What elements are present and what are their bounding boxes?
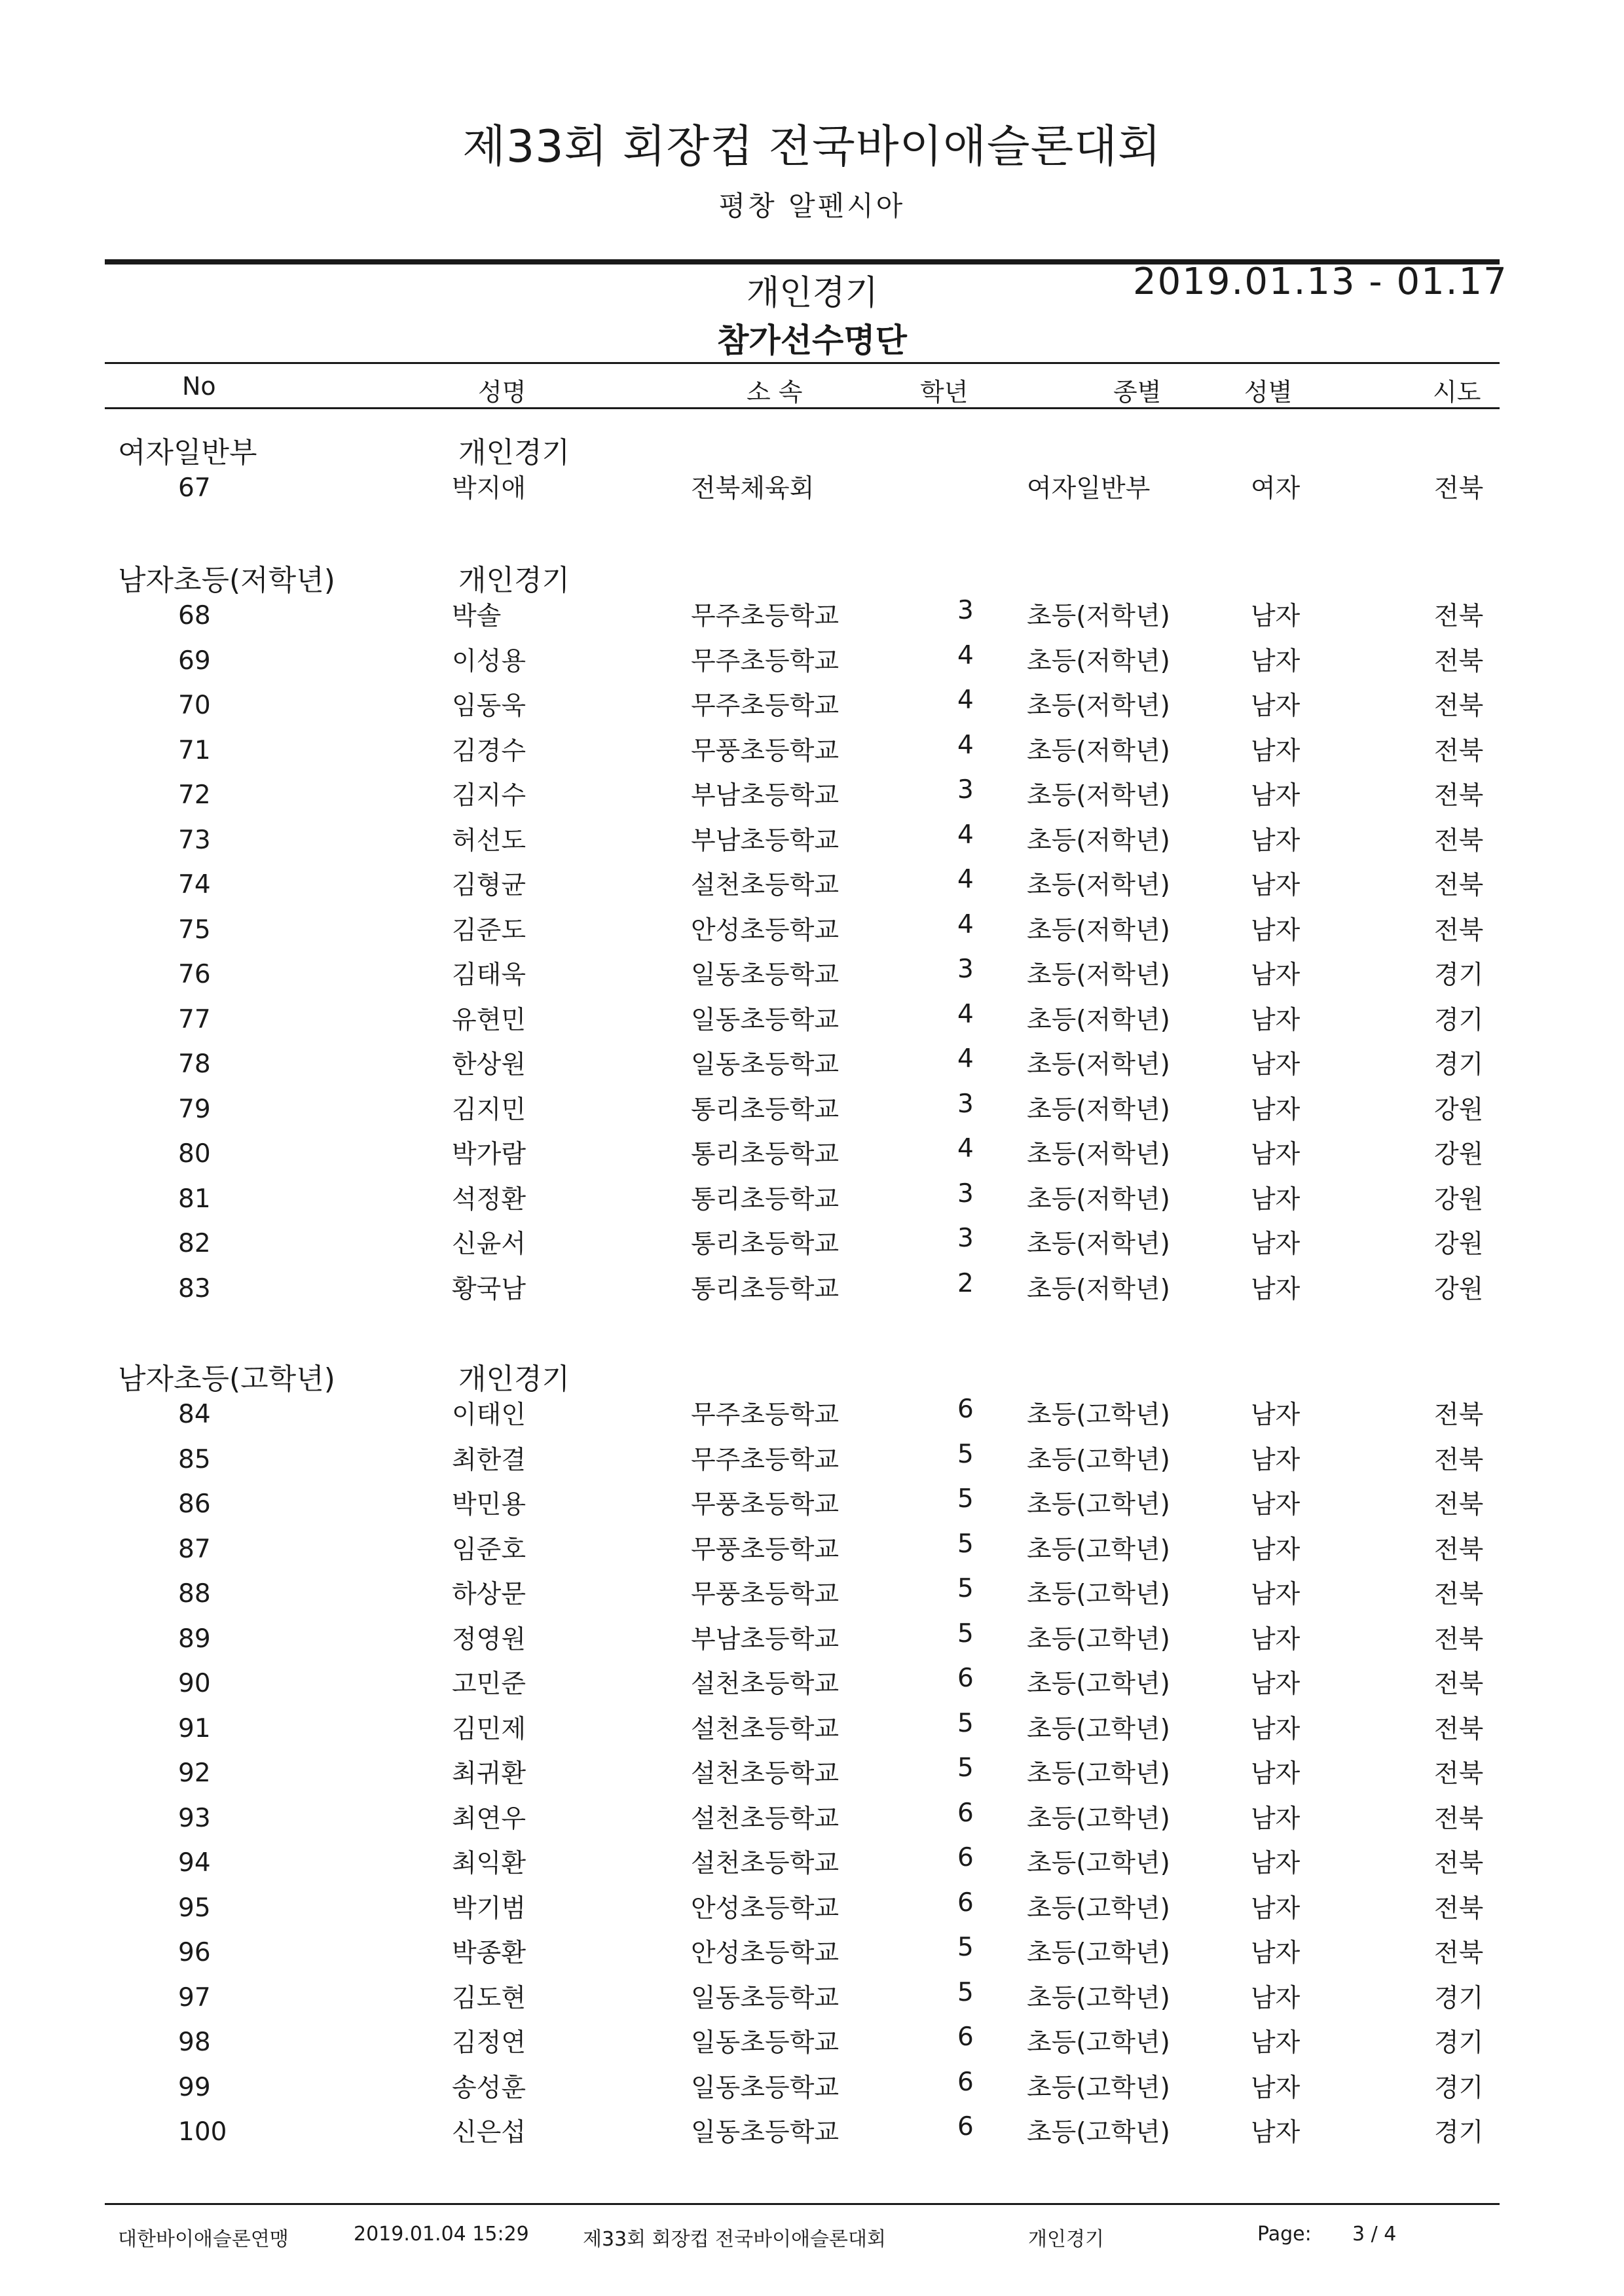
cell-gender: 남자 — [1251, 1230, 1301, 1259]
cell-no: 100 — [178, 2117, 227, 2147]
cell-region: 경기 — [1434, 1005, 1484, 1035]
cell-no: 72 — [178, 780, 211, 810]
cell-team: 안성초등학교 — [691, 915, 840, 945]
cell-name: 김형균 — [452, 871, 526, 900]
cell-gender: 남자 — [1251, 781, 1301, 811]
cell-category: 초등(고학년) — [1027, 1983, 1170, 2013]
cell-region: 전북 — [1434, 1939, 1484, 1968]
cell-region: 경기 — [1434, 2028, 1484, 2058]
cell-region: 전북 — [1434, 602, 1484, 631]
cell-gender: 남자 — [1251, 826, 1301, 856]
cell-region: 전북 — [1434, 1893, 1484, 1923]
footer-event: 개인경기 — [1028, 2228, 1104, 2251]
cell-no: 83 — [178, 1273, 211, 1303]
cell-name: 박솔 — [452, 602, 502, 631]
cell-team: 설천초등학교 — [691, 1804, 840, 1834]
cell-gender: 남자 — [1251, 2118, 1301, 2147]
cell-gender: 남자 — [1251, 1140, 1301, 1169]
cell-region: 전북 — [1434, 646, 1484, 676]
cell-no: 81 — [178, 1184, 211, 1214]
cell-team: 일동초등학교 — [691, 1050, 840, 1080]
cell-team: 통리초등학교 — [691, 1230, 840, 1259]
cell-no: 82 — [178, 1229, 211, 1258]
cell-category: 초등(고학년) — [1027, 1490, 1170, 1520]
cell-team: 일동초등학교 — [691, 960, 840, 990]
cell-gender: 남자 — [1251, 1535, 1301, 1565]
cell-gender: 남자 — [1251, 960, 1301, 990]
cell-team: 무주초등학교 — [691, 691, 840, 721]
cell-no: 71 — [178, 735, 211, 765]
cell-team: 부남초등학교 — [691, 826, 840, 856]
cell-name: 하상문 — [452, 1580, 526, 1609]
cell-gender: 남자 — [1251, 1804, 1301, 1834]
cell-team: 무주초등학교 — [691, 646, 840, 676]
cell-grade: 4 — [957, 909, 974, 939]
cell-grade: 3 — [957, 596, 974, 625]
cell-team: 통리초등학교 — [691, 1095, 840, 1125]
cell-category: 초등(저학년) — [1027, 826, 1170, 856]
cell-gender: 남자 — [1251, 1669, 1301, 1699]
cell-gender: 남자 — [1251, 1580, 1301, 1609]
cell-grade: 6 — [957, 1843, 974, 1872]
cell-region: 전북 — [1434, 781, 1484, 811]
cell-no: 93 — [178, 1803, 211, 1833]
col-region: 시도 — [1433, 378, 1481, 407]
cell-no: 91 — [178, 1713, 211, 1743]
section-category: 남자초등(고학년) — [118, 1362, 335, 1396]
cell-gender: 남자 — [1251, 1490, 1301, 1520]
cell-name: 박민용 — [452, 1490, 526, 1520]
cell-region: 전북 — [1434, 1445, 1484, 1475]
cell-region: 강원 — [1434, 1230, 1484, 1259]
cell-team: 일동초등학교 — [691, 2073, 840, 2103]
cell-category: 초등(고학년) — [1027, 1535, 1170, 1565]
cell-category: 초등(고학년) — [1027, 1400, 1170, 1430]
cell-team: 일동초등학교 — [691, 1983, 840, 2013]
cell-region: 전북 — [1434, 474, 1484, 503]
col-gender: 성별 — [1244, 378, 1293, 407]
cell-gender: 남자 — [1251, 1983, 1301, 2013]
cell-no: 99 — [178, 2072, 211, 2102]
cell-grade: 3 — [957, 775, 974, 805]
cell-team: 부남초등학교 — [691, 781, 840, 811]
cell-gender: 남자 — [1251, 1445, 1301, 1475]
cell-team: 설천초등학교 — [691, 1849, 840, 1878]
cell-name: 최한결 — [452, 1445, 526, 1475]
cell-category: 초등(저학년) — [1027, 781, 1170, 811]
col-affiliation: 소 속 — [747, 378, 803, 407]
cell-region: 전북 — [1434, 1580, 1484, 1609]
cell-category: 초등(저학년) — [1027, 691, 1170, 721]
cell-category: 초등(고학년) — [1027, 1580, 1170, 1609]
cell-no: 98 — [178, 2028, 211, 2057]
cell-no: 75 — [178, 915, 211, 945]
cell-grade: 5 — [957, 1933, 974, 1962]
cell-no: 96 — [178, 1938, 211, 1967]
cell-category: 초등(저학년) — [1027, 736, 1170, 766]
cell-region: 전북 — [1434, 826, 1484, 856]
section-category: 남자초등(저학년) — [118, 564, 335, 597]
cell-grade: 4 — [957, 1044, 974, 1074]
cell-name: 이태인 — [452, 1400, 526, 1430]
cell-name: 박기범 — [452, 1893, 526, 1923]
cell-no: 94 — [178, 1848, 211, 1878]
cell-gender: 남자 — [1251, 915, 1301, 945]
cell-name: 임동욱 — [452, 691, 526, 721]
cell-no: 70 — [178, 691, 211, 720]
cell-category: 초등(고학년) — [1027, 1939, 1170, 1968]
cell-team: 일동초등학교 — [691, 2118, 840, 2147]
cell-category: 초등(저학년) — [1027, 1095, 1170, 1125]
event-dates: 2019.01.13 - 01.17 — [1133, 261, 1508, 303]
cell-no: 68 — [178, 601, 211, 630]
cell-gender: 남자 — [1251, 1005, 1301, 1035]
cell-region: 전북 — [1434, 1535, 1484, 1565]
cell-category: 초등(저학년) — [1027, 1230, 1170, 1259]
cell-region: 강원 — [1434, 1274, 1484, 1304]
cell-name: 김경수 — [452, 736, 526, 766]
cell-gender: 남자 — [1251, 1274, 1301, 1304]
cell-category: 초등(저학년) — [1027, 1050, 1170, 1080]
list-title: 참가선수명단 — [717, 321, 907, 359]
cell-no: 69 — [178, 646, 211, 676]
cell-grade: 4 — [957, 999, 974, 1029]
cell-grade: 3 — [957, 955, 974, 984]
cell-category: 초등(고학년) — [1027, 1893, 1170, 1923]
cell-region: 강원 — [1434, 1095, 1484, 1125]
cell-name: 최귀환 — [452, 1759, 526, 1789]
cell-team: 안성초등학교 — [691, 1939, 840, 1968]
header-rule-top — [105, 362, 1500, 364]
cell-gender: 남자 — [1251, 1095, 1301, 1125]
cell-name: 정영원 — [452, 1624, 526, 1654]
cell-name: 황국남 — [452, 1274, 526, 1304]
cell-name: 한상원 — [452, 1050, 526, 1080]
cell-region: 경기 — [1434, 960, 1484, 990]
cell-grade: 5 — [957, 1529, 974, 1559]
header-rule-bottom — [105, 407, 1500, 409]
cell-grade: 6 — [957, 2112, 974, 2141]
cell-region: 전북 — [1434, 1759, 1484, 1789]
cell-category: 초등(저학년) — [1027, 871, 1170, 900]
cell-grade: 5 — [957, 1484, 974, 1514]
cell-gender: 남자 — [1251, 871, 1301, 900]
cell-region: 전북 — [1434, 871, 1484, 900]
cell-team: 설천초등학교 — [691, 1669, 840, 1699]
cell-category: 초등(고학년) — [1027, 1669, 1170, 1699]
cell-category: 초등(고학년) — [1027, 1624, 1170, 1654]
cell-region: 전북 — [1434, 736, 1484, 766]
cell-grade: 5 — [957, 1708, 974, 1738]
footer-page-label: Page: — [1257, 2223, 1312, 2246]
cell-team: 무주초등학교 — [691, 1400, 840, 1430]
cell-region: 경기 — [1434, 2073, 1484, 2103]
cell-gender: 남자 — [1251, 2073, 1301, 2103]
cell-category: 초등(저학년) — [1027, 1184, 1170, 1214]
footer-rule — [105, 2203, 1500, 2205]
cell-no: 97 — [178, 1982, 211, 2013]
cell-gender: 남자 — [1251, 1400, 1301, 1430]
cell-team: 일동초등학교 — [691, 2028, 840, 2058]
cell-team: 무풍초등학교 — [691, 1490, 840, 1520]
cell-grade: 5 — [957, 1574, 974, 1603]
cell-no: 80 — [178, 1139, 211, 1169]
cell-no: 85 — [178, 1444, 211, 1474]
cell-name: 김준도 — [452, 915, 526, 945]
cell-region: 경기 — [1434, 2118, 1484, 2147]
cell-no: 88 — [178, 1579, 211, 1609]
cell-no: 74 — [178, 870, 211, 900]
cell-no: 92 — [178, 1758, 211, 1788]
cell-grade: 5 — [957, 1977, 974, 2007]
cell-name: 송성훈 — [452, 2073, 526, 2103]
cell-name: 최연우 — [452, 1804, 526, 1834]
cell-team: 무풍초등학교 — [691, 1580, 840, 1609]
cell-gender: 남자 — [1251, 1050, 1301, 1080]
cell-no: 73 — [178, 825, 211, 855]
cell-category: 초등(고학년) — [1027, 2118, 1170, 2147]
cell-category: 초등(저학년) — [1027, 602, 1170, 631]
cell-region: 전북 — [1434, 915, 1484, 945]
cell-region: 전북 — [1434, 1669, 1484, 1699]
cell-name: 김도현 — [452, 1983, 526, 2013]
cell-no: 89 — [178, 1624, 211, 1654]
cell-team: 설천초등학교 — [691, 1714, 840, 1744]
section-event: 개인경기 — [458, 1362, 570, 1396]
cell-grade: 3 — [957, 1178, 974, 1209]
cell-team: 부남초등학교 — [691, 1624, 840, 1654]
cell-region: 전북 — [1434, 1804, 1484, 1834]
footer-page: 3 / 4 — [1352, 2223, 1397, 2246]
cell-name: 박지애 — [452, 474, 526, 503]
cell-grade: 2 — [957, 1268, 974, 1298]
cell-region: 전북 — [1434, 1490, 1484, 1520]
cell-team: 무풍초등학교 — [691, 736, 840, 766]
cell-gender: 남자 — [1251, 1714, 1301, 1744]
cell-name: 김지수 — [452, 781, 526, 811]
cell-no: 76 — [178, 960, 211, 989]
cell-region: 전북 — [1434, 691, 1484, 721]
venue: 평창 알펜시아 — [718, 190, 906, 222]
cell-grade: 4 — [957, 685, 974, 715]
col-name: 성명 — [478, 378, 526, 407]
footer-printed: 2019.01.04 15:29 — [354, 2223, 529, 2246]
cell-category: 여자일반부 — [1027, 474, 1151, 503]
cell-name: 허선도 — [452, 826, 526, 856]
col-no: No — [182, 372, 216, 401]
cell-grade: 5 — [957, 1753, 974, 1783]
cell-name: 박종환 — [452, 1939, 526, 1968]
cell-category: 초등(고학년) — [1027, 2028, 1170, 2058]
cell-gender: 남자 — [1251, 1759, 1301, 1789]
cell-category: 초등(고학년) — [1027, 2073, 1170, 2103]
cell-region: 전북 — [1434, 1714, 1484, 1744]
cell-category: 초등(저학년) — [1027, 915, 1170, 945]
cell-no: 77 — [178, 1004, 211, 1034]
cell-gender: 남자 — [1251, 1624, 1301, 1654]
cell-region: 전북 — [1434, 1400, 1484, 1430]
cell-category: 초등(고학년) — [1027, 1714, 1170, 1744]
cell-team: 설천초등학교 — [691, 871, 840, 900]
cell-name: 신윤서 — [452, 1230, 526, 1259]
section-event: 개인경기 — [458, 436, 570, 469]
cell-team: 일동초등학교 — [691, 1005, 840, 1035]
cell-category: 초등(저학년) — [1027, 960, 1170, 990]
cell-grade: 3 — [957, 1224, 974, 1253]
cell-grade: 6 — [957, 2067, 974, 2097]
cell-name: 박가람 — [452, 1140, 526, 1169]
cell-grade: 6 — [957, 1887, 974, 1918]
cell-team: 안성초등학교 — [691, 1893, 840, 1923]
cell-region: 전북 — [1434, 1624, 1484, 1654]
cell-no: 67 — [178, 473, 211, 503]
cell-grade: 4 — [957, 865, 974, 894]
cell-grade: 6 — [957, 2022, 974, 2052]
cell-grade: 6 — [957, 1394, 974, 1424]
cell-grade: 4 — [957, 820, 974, 850]
cell-no: 84 — [178, 1400, 211, 1429]
cell-gender: 남자 — [1251, 1849, 1301, 1878]
cell-grade: 3 — [957, 1089, 974, 1119]
event-type: 개인경기 — [747, 274, 878, 313]
cell-name: 김태욱 — [452, 960, 526, 990]
document-title: 제33회 회장컵 전국바이애슬론대회 — [462, 121, 1162, 173]
cell-name: 신은섭 — [452, 2118, 526, 2147]
cell-category: 초등(저학년) — [1027, 1140, 1170, 1169]
cell-gender: 여자 — [1251, 474, 1301, 503]
footer-org: 대한바이애슬론연맹 — [118, 2228, 289, 2251]
cell-name: 석정환 — [452, 1184, 526, 1214]
section-category: 여자일반부 — [118, 436, 257, 469]
cell-name: 김지민 — [452, 1095, 526, 1125]
cell-name: 최익환 — [452, 1849, 526, 1878]
section-event: 개인경기 — [458, 564, 570, 597]
cell-region: 경기 — [1434, 1983, 1484, 2013]
cell-team: 통리초등학교 — [691, 1184, 840, 1214]
cell-team: 통리초등학교 — [691, 1274, 840, 1304]
cell-team: 전북체육회 — [691, 474, 815, 503]
cell-name: 김정연 — [452, 2028, 526, 2058]
cell-gender: 남자 — [1251, 646, 1301, 676]
cell-gender: 남자 — [1251, 1184, 1301, 1214]
cell-region: 강원 — [1434, 1140, 1484, 1169]
cell-region: 강원 — [1434, 1184, 1484, 1214]
footer-event-name: 제33회 회장컵 전국바이애슬론대회 — [583, 2228, 886, 2251]
cell-grade: 5 — [957, 1439, 974, 1469]
cell-category: 초등(저학년) — [1027, 1005, 1170, 1035]
cell-team: 무풍초등학교 — [691, 1535, 840, 1565]
cell-no: 78 — [178, 1049, 211, 1079]
cell-no: 87 — [178, 1534, 211, 1564]
cell-grade: 6 — [957, 1664, 974, 1693]
cell-grade: 4 — [957, 640, 974, 670]
cell-no: 95 — [178, 1893, 211, 1923]
cell-name: 이성용 — [452, 646, 526, 676]
cell-gender: 남자 — [1251, 736, 1301, 766]
col-category: 종별 — [1113, 378, 1162, 407]
cell-name: 고민준 — [452, 1669, 526, 1699]
cell-grade: 4 — [957, 1134, 974, 1163]
cell-name: 유현민 — [452, 1005, 526, 1035]
cell-category: 초등(저학년) — [1027, 646, 1170, 676]
cell-category: 초등(저학년) — [1027, 1274, 1170, 1304]
cell-team: 설천초등학교 — [691, 1759, 840, 1789]
cell-name: 임준호 — [452, 1535, 526, 1565]
cell-no: 90 — [178, 1669, 211, 1698]
cell-region: 경기 — [1434, 1050, 1484, 1080]
cell-gender: 남자 — [1251, 1893, 1301, 1923]
col-grade: 학년 — [920, 378, 969, 407]
cell-no: 86 — [178, 1489, 211, 1519]
cell-team: 통리초등학교 — [691, 1140, 840, 1169]
cell-grade: 5 — [957, 1618, 974, 1649]
cell-gender: 남자 — [1251, 691, 1301, 721]
cell-category: 초등(고학년) — [1027, 1849, 1170, 1878]
cell-category: 초등(고학년) — [1027, 1804, 1170, 1834]
cell-team: 무주초등학교 — [691, 602, 840, 631]
cell-grade: 6 — [957, 1798, 974, 1828]
cell-gender: 남자 — [1251, 1939, 1301, 1968]
cell-grade: 4 — [957, 730, 974, 760]
cell-no: 79 — [178, 1094, 211, 1124]
cell-team: 무주초등학교 — [691, 1445, 840, 1475]
cell-category: 초등(고학년) — [1027, 1445, 1170, 1475]
cell-gender: 남자 — [1251, 2028, 1301, 2058]
cell-region: 전북 — [1434, 1849, 1484, 1878]
cell-gender: 남자 — [1251, 602, 1301, 631]
cell-category: 초등(고학년) — [1027, 1759, 1170, 1789]
cell-name: 김민제 — [452, 1714, 526, 1744]
